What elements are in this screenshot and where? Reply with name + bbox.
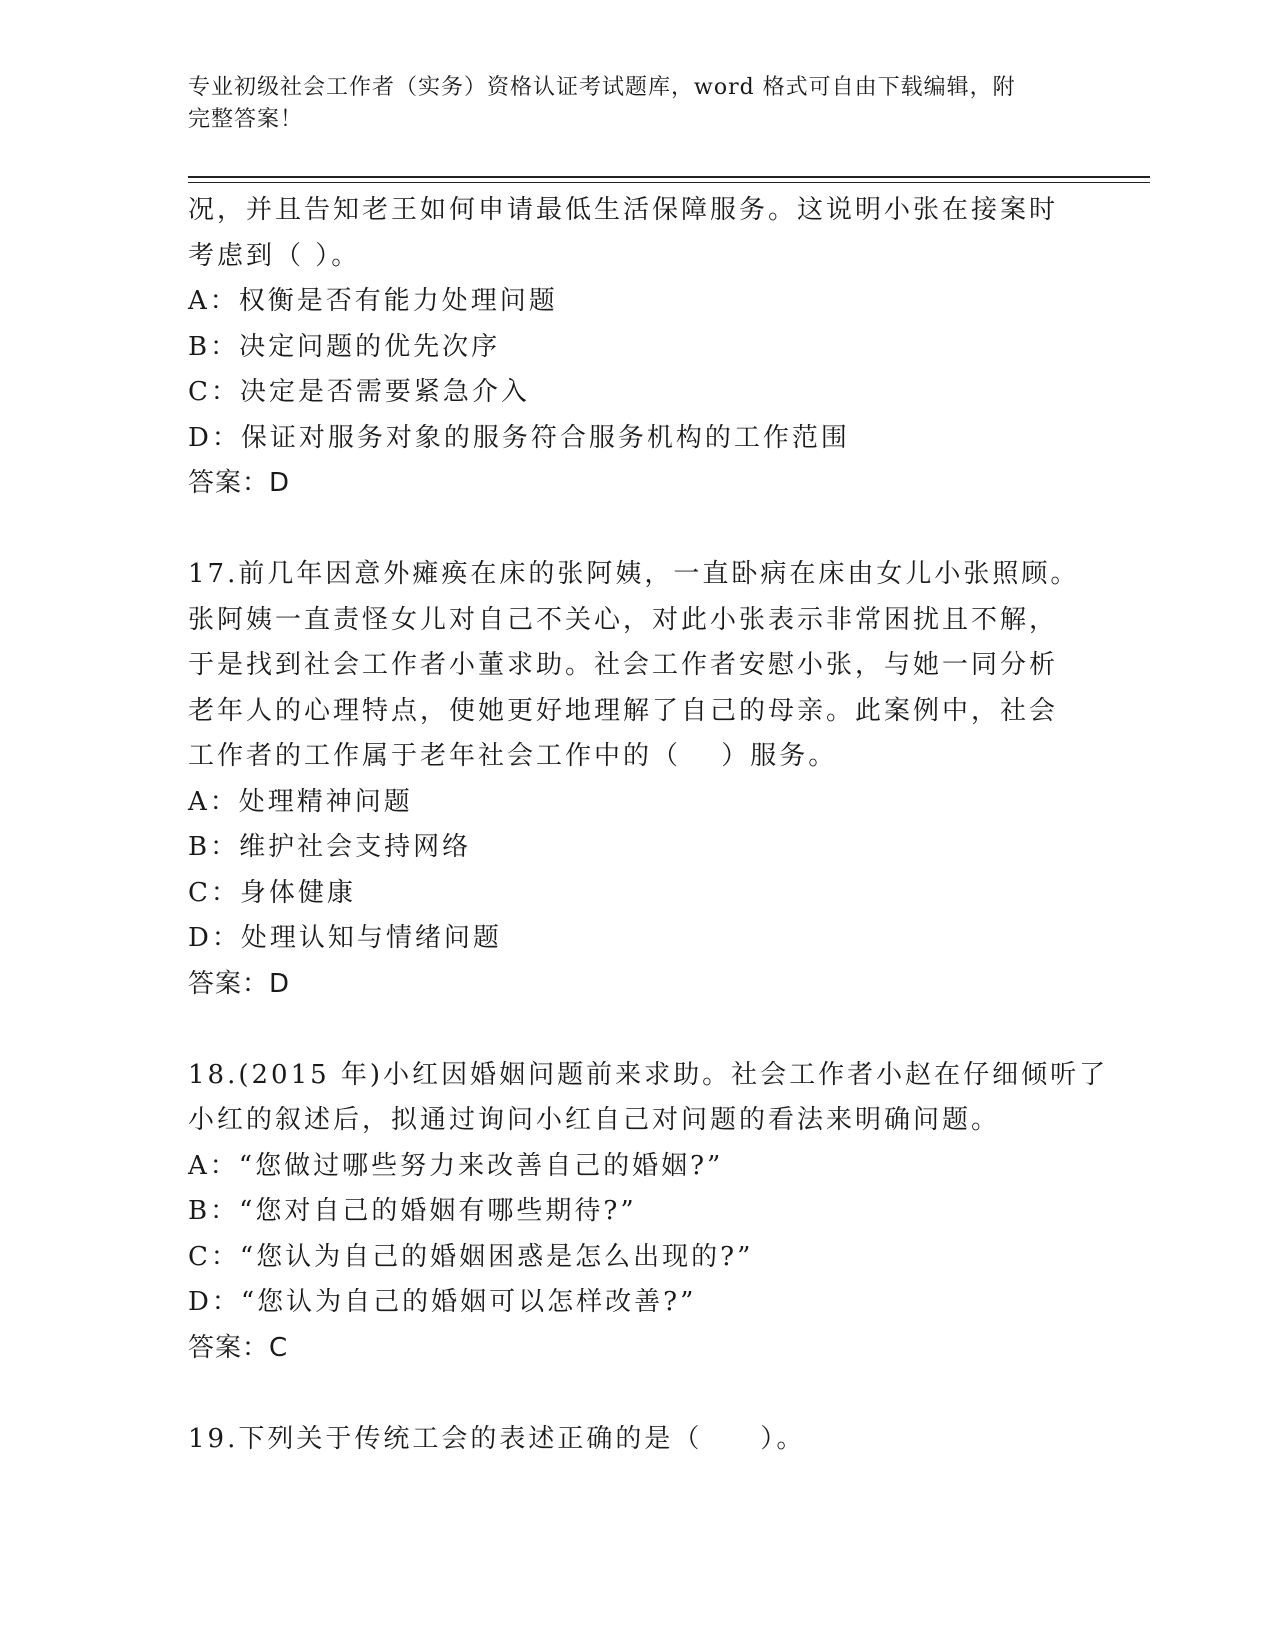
option-c: C：“您认为自己的婚姻困惑是怎么出现的?” <box>188 1241 754 1272</box>
option-a: A：“您做过哪些努力来改善自己的婚姻?” <box>188 1150 724 1181</box>
option-b: B：决定问题的优先次序 <box>188 331 501 362</box>
header-line-1: 专业初级社会工作者（实务）资格认证考试题库，word 格式可自由下载编辑，附 <box>188 75 1016 100</box>
question-text-line: 18.(2015 年)小红因婚姻问题前来求助。社会工作者小赵在仔细倾听了 <box>188 1059 1109 1090</box>
option-d: D：处理认知与情绪问题 <box>188 923 502 953</box>
question-text-line: 况，并且告知老王如何申请最低生活保障服务。这说明小张在接案时 <box>188 195 1059 225</box>
option-c: C：决定是否需要紧急介入 <box>188 377 530 407</box>
document-header <box>188 72 1088 136</box>
question-19 <box>188 1417 1088 1463</box>
question-17 <box>188 552 1088 1007</box>
answer-line: 答案：C <box>188 1332 289 1363</box>
question-text-line: 考虑到（ ）。 <box>188 240 361 271</box>
option-d: D：“您认为自己的婚姻可以怎样改善?” <box>188 1287 697 1317</box>
question-text-line: 于是找到社会工作者小董求助。社会工作者安慰小张，与她一同分析 <box>188 650 1059 680</box>
question-text-line: 张阿姨一直责怪女儿对自己不关心，对此小张表示非常困扰且不解， <box>188 604 1059 635</box>
header-rule-thick <box>188 176 1150 178</box>
answer-line: 答案：D <box>188 468 291 498</box>
question-18 <box>188 1053 1109 1372</box>
question-text-line: 17.前几年因意外瘫痪在床的张阿姨，一直卧病在床由女儿小张照顾。 <box>188 559 1080 589</box>
option-d: D：保证对服务对象的服务符合服务机构的工作范围 <box>188 422 850 453</box>
spacer <box>188 507 1088 553</box>
question-text-line: 工作者的工作属于老年社会工作中的（ ）服务。 <box>188 741 838 771</box>
question-16 <box>188 188 1088 507</box>
spacer <box>188 1007 1088 1053</box>
question-text-line: 老年人的心理特点，使她更好地理解了自己的母亲。此案例中，社会 <box>188 695 1059 726</box>
option-b: B：“您对自己的婚姻有哪些期待?” <box>188 1196 637 1226</box>
document-body <box>188 188 1109 1462</box>
option-a: A：处理精神问题 <box>188 786 413 817</box>
spacer <box>188 1371 1088 1417</box>
question-text-line: 19.下列关于传统工会的表述正确的是（ ）。 <box>188 1423 806 1454</box>
header-line-2: 完整答案！ <box>188 107 304 132</box>
question-text-line: 小红的叙述后，拟通过询问小红自己对问题的看法来明确问题。 <box>188 1105 1001 1135</box>
option-b: B：维护社会支持网络 <box>188 832 472 862</box>
answer-line: 答案：D <box>188 968 291 999</box>
header-rule-thin <box>188 182 1150 183</box>
option-c: C：身体健康 <box>188 877 356 908</box>
option-a: A：权衡是否有能力处理问题 <box>188 286 558 316</box>
